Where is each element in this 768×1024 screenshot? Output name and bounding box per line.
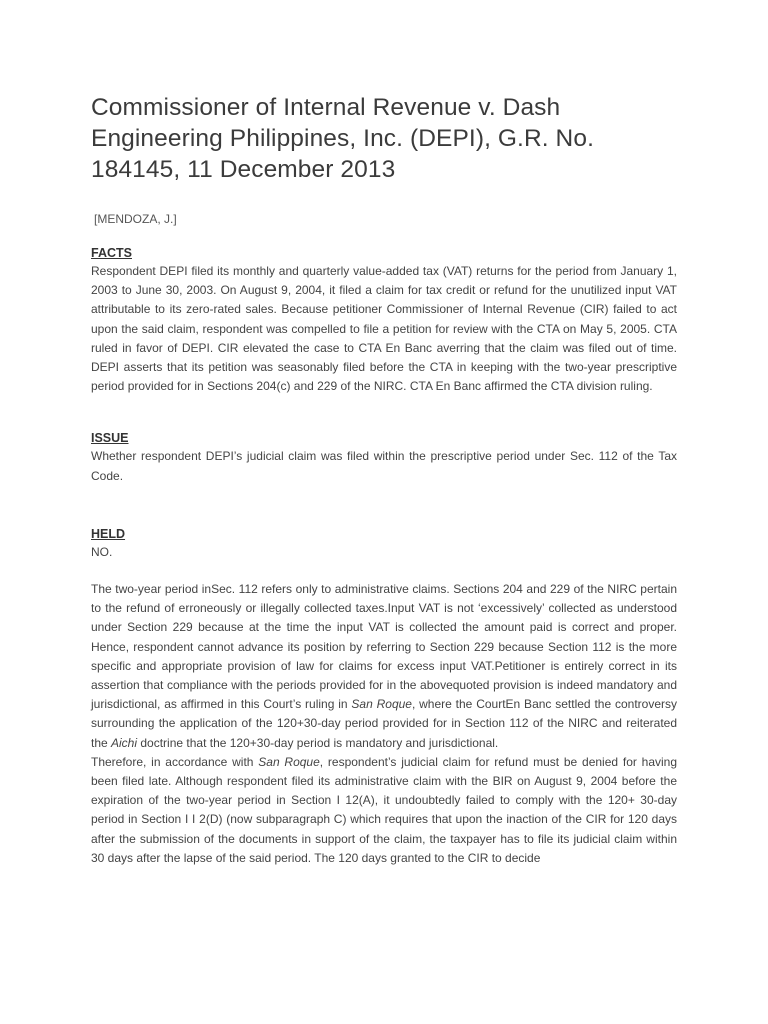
held-p2-text-b: , respondent’s judicial claim for refund must be denied for having been filed late. Although respondent filed its administrative claim with the BIR on August 9, 2004 before the expiration of the two-year period in Section I 12(A), it undoubtedly failed to comply with the 120+ 30-day period in Section I I 2(D) (now subparagraph C) which requires that upon the inaction of the CIR for 120 days after the submission of the documents in support of the claim, the taxpayer has to file its judicial claim within 30 days after the lapse of the said period. The 120 days granted to the CIR to decide (91, 754, 678, 865)
ponente-label: [MENDOZA, J.] (94, 212, 177, 226)
facts-text: Respondent DEPI filed its monthly and quarterly value-added tax (VAT) returns for the period from January 1, 2003 to June 30, 2003. On August 9, 2004, it filed a claim for tax credit or refund for the unutilized input VAT attributable to its zero-rated sales. Because petitioner Commissioner of Internal Revenue (CIR) failed to act upon the said claim, respondent was compelled to file a petition for review with the CTA on May 5, 2005. CTA ruled in favor of DEPI. CIR elevated the case to CTA En Banc averring that the claim was filed out of time. DEPI asserts that its petition was seasonably filed before the CTA in keeping with the two-year prescriptive period provided for in Sections 204(c) and 229 of the NIRC. CTA En Banc affirmed the CTA division ruling. (91, 264, 677, 394)
held-p2-text-a: Therefore, in accordance with (91, 754, 259, 769)
held-p1-text-a: The two-year period inSec. 112 refers only to administrative claims. Sections 204 and 229 of the NIRC pertain to the refund of erroneously or illegally collected taxes.Input VAT is not ‘excessively’ collected as understood under Section 229 because at the time the input VAT is collected the amount paid is correct and proper. Hence, respondent cannot advance its position by referring to Section 229 because Section 112 is the more specific and appropriate provision of law for claims for excess input VAT.Petitioner is entirely correct in its assertion that compliance with the periods provided for in the abovequoted provision is indeed mandatory and jurisdictional, as affirmed in this Court’s ruling in (91, 582, 677, 712)
facts-heading: FACTS (91, 246, 132, 260)
issue-heading: ISSUE (91, 431, 129, 446)
document-page (91, 92, 677, 868)
issue-section (91, 429, 677, 485)
held-paragraph-2 (91, 753, 677, 868)
held-heading: HELD (91, 526, 126, 541)
case-name-san-roque: San Roque (351, 697, 412, 712)
held-paragraph-1 (91, 580, 677, 753)
document-title: Commissioner of Internal Revenue v. Dash Engineering Philippines, Inc. (DEPI), G.R. No. 184145, 11 December 2013 (91, 94, 594, 183)
facts-section (91, 244, 677, 396)
held-p1-text-c: doctrine that the 120+30-day period is mandatory and jurisdictional. (137, 735, 499, 750)
case-name-san-roque-2: San Roque (258, 754, 320, 769)
held-answer: NO. (91, 544, 113, 559)
issue-text: Whether respondent DEPI’s judicial claim was filed within the prescriptive period under Sec. 112 of the Tax Code. (91, 449, 677, 483)
held-p1-text-b: , where the CourtEn Banc settled the controversy surrounding the application of the 120+30-day period provided for in Section 112 of the NIRC and reiterated the (91, 697, 677, 750)
case-name-aichi: Aichi (111, 735, 138, 750)
paragraph-gap (91, 562, 677, 580)
held-section (91, 525, 677, 868)
